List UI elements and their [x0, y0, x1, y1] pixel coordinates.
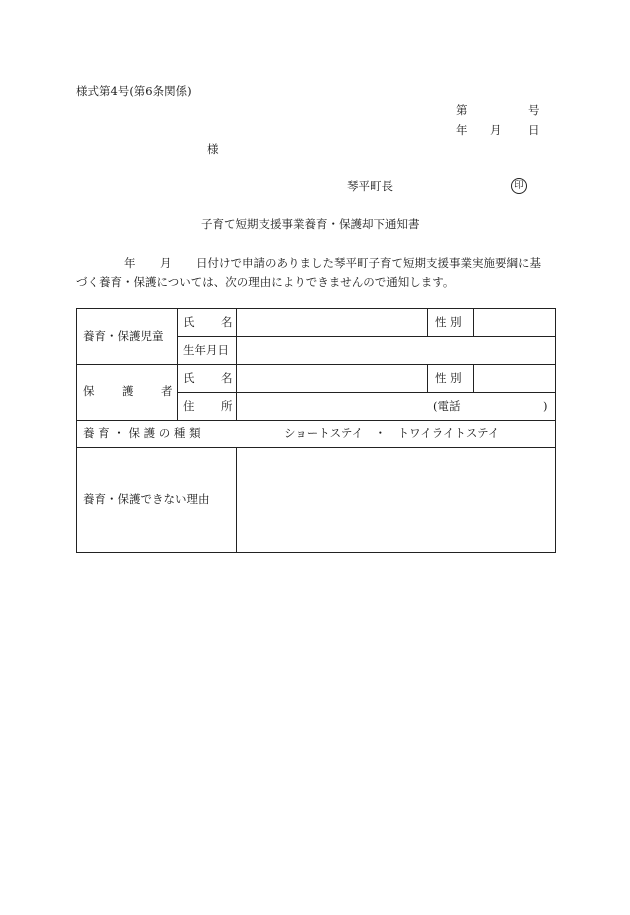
body-month: 月 — [160, 256, 172, 270]
child-section-label: 養育・保護児童 — [83, 329, 164, 343]
guardian-gender-label: 性 別 — [435, 371, 462, 385]
number-suffix: 号 — [528, 103, 540, 117]
address-label-a: 住 — [183, 399, 195, 413]
addressee-suffix: 様 — [207, 142, 219, 156]
date-day: 日 — [528, 123, 540, 137]
child-birthdate-label: 生年月日 — [183, 343, 229, 357]
guardian-name-label-b: 名 — [221, 371, 233, 385]
reason-label: 養育・保護できない理由 — [83, 492, 210, 506]
phone-close: ) — [543, 399, 548, 413]
guardian-label-3: 者 — [161, 384, 173, 398]
child-name-label-b: 名 — [221, 315, 233, 329]
body-line-1-rest: 日付けで申請のありました琴平町子育て短期支援事業実施要綱に基 — [196, 256, 541, 270]
date-month: 月 — [490, 123, 502, 137]
date-year: 年 — [456, 123, 468, 137]
notice-table — [76, 308, 556, 553]
child-gender-label: 性 別 — [435, 315, 462, 329]
guardian-label-2: 護 — [122, 384, 134, 398]
child-name-label-a: 氏 — [183, 315, 195, 329]
body-year: 年 — [124, 256, 136, 270]
address-label-b: 所 — [221, 399, 233, 413]
guardian-label-1: 保 — [83, 384, 95, 398]
issuer-name: 琴平町長 — [347, 179, 393, 193]
care-type-value: ショートステイ ・ トワイライトステイ — [284, 426, 500, 440]
number-prefix: 第 — [456, 103, 468, 117]
body-paragraph — [76, 254, 556, 292]
seal-icon: 印 — [511, 178, 527, 194]
care-type-label: 養 育 ・ 保 護 の 種 類 — [83, 426, 201, 440]
phone-open: (電話 — [433, 399, 461, 413]
body-line-2: づく養育・保護については、次の理由によりできませんので通知します。 — [76, 275, 455, 289]
document-title: 子育て短期支援事業養育・保護却下通知書 — [201, 217, 420, 231]
body-line-1 — [76, 254, 556, 273]
form-number-label: 様式第4号(第6条関係) — [76, 84, 192, 98]
guardian-name-label-a: 氏 — [183, 371, 195, 385]
